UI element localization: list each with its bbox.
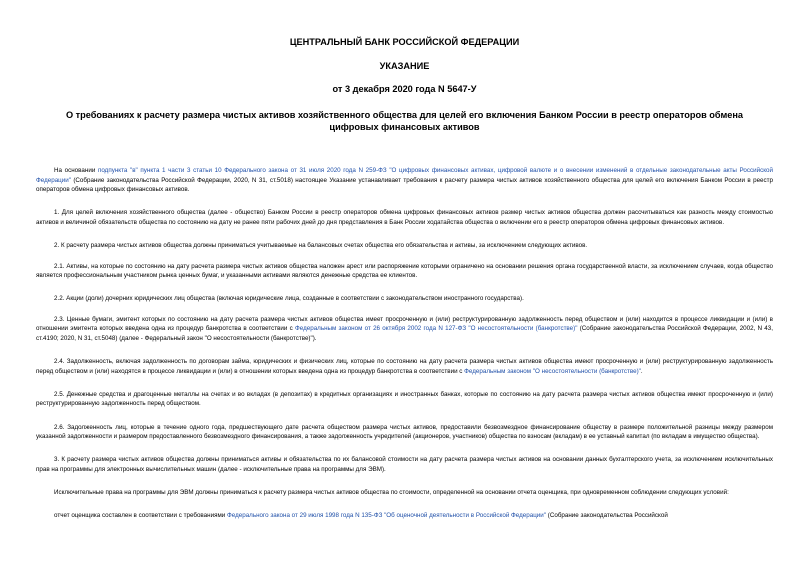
paragraph-text: (Собрание законодательства Российской bbox=[546, 511, 668, 519]
paragraph-2-1: 2.1. Активы, на которые по состоянию на дату расчета размера чистых активов общества наложен арест или распоряжение которыми ограничено на основании решения органа государственной власти, за исключением случаев, когда общество является профессиональным участником рынка ценных бумаг, и указанными активами являются денежные средства ее клиентов. bbox=[36, 262, 773, 280]
paragraph-4: Исключительные права на программы для ЭВМ должны приниматься к расчету размера чистых активов общества по стоимости, определенной на основании отчета оценщика, при одновременном соблюдении следующих условий: bbox=[54, 488, 729, 496]
document-title: О требованиях к расчету размера чистых активов хозяйственного общества для целей его включения Банком России в реестр операторов обмена цифровых финансовых активов bbox=[65, 110, 744, 132]
issuer-heading: ЦЕНТРАЛЬНЫЙ БАНК РОССИЙСКОЙ ФЕДЕРАЦИИ bbox=[289, 37, 520, 47]
document-date-number: от 3 декабря 2020 года N 5647-У bbox=[332, 84, 477, 94]
paragraph-text: На основании bbox=[54, 167, 98, 174]
paragraph-text: отчет оценщика составлен в соответствии с требованиями bbox=[54, 511, 228, 519]
paragraph-2-6: 2.6. Задолженность лиц, которые в течение одного года, предшествующего дате расчета обществом размера чистых активов, предоставили безвозмездное финансирование обществу в размере положительной разницы между размером указанной задолженности и размером предоставленного безвозмездного финансирования, а также задолженность учредителей (акционеров, участников) общества по взносам (вкладам) в ее уставный капитал (по вкладам в имущество общества). bbox=[36, 423, 773, 441]
document-body bbox=[36, 166, 773, 521]
paragraph-2-5: 2.5. Денежные средства и драгоценные металлы на счетах и во вкладах (в депозитах) в кредитных организациях и иностранных банках, которые по состоянию на дату расчета размера чистых активов общества имеют просроченную и (или) реструктурированную задолженность перед обществом. bbox=[36, 390, 773, 408]
paragraph-2-4 bbox=[36, 357, 773, 376]
law-127-fz-link[interactable]: Федеральным законом от 26 октября 2002 года N 127-ФЗ "О несостоятельности (банкротстве)" bbox=[295, 325, 578, 333]
paragraph-text: (Собрание законодательства Российской Федерации, 2020, N 31, ст.5018) настоящее Указание устанавливает требования к расчету размера чистых активов хозяйственного общества для целей его включения Банком России в реестр операторов обмена цифровых финансовых активов. bbox=[36, 176, 773, 194]
law-259-fz-link[interactable]: подпункта "в" пункта 1 части 3 статьи 10 Федерального закона от 31 июля 2020 года N 259-ФЗ "О цифровых финансовых активах, цифровой валюте и о внесении изменений в отдельные законодательные акты Российской Федерации" bbox=[36, 167, 773, 184]
paragraph-preamble bbox=[36, 166, 773, 195]
paragraph-text: (Собрание законодательства Российской Федерации, 2002, N 43, ст.4190; 2020, N 31, ст.5048) (далее - Федеральный закон "О несостоятельности (банкротстве)"). bbox=[36, 325, 773, 343]
bankruptcy-law-link[interactable]: Федеральным законом "О несостоятельности (банкротстве)" bbox=[464, 367, 641, 375]
paragraph-5 bbox=[36, 511, 773, 521]
paragraph-text: 2.3. Ценные бумаги, эмитент которых по состоянию на дату расчета размера чистых активов общества имеет просроченную и (или) реструктурированную задолженность перед обществом и (или) находится в процессе ликвидации и (или) в отношении эмитента которых введена одна из процедур банкротства в соответствии с bbox=[36, 315, 773, 333]
paragraph-2: 2. К расчету размера чистых активов общества должны приниматься учитываемые на балансовых счетах общества его обязательства и активы, за исключением следующих активов. bbox=[54, 241, 588, 249]
paragraph-2-2: 2.2. Акции (доли) дочерних юридических лиц общества (включая юридические лица, созданные в соответствии с законодательством иностранного государства). bbox=[54, 295, 524, 303]
paragraph-text: . bbox=[640, 367, 643, 375]
paragraph-1: 1. Для целей включения хозяйственного общества (далее - общество) Банком России в реестр операторов обмена цифровых финансовых активов размер чистых активов общества должен рассчитываться как разность между стоимостью активов и величиной обязательств общества по состоянию на дату не ранее пяти рабочих дней до дня представления в Банк России ходатайства общества о включении его в реестр операторов обмена цифровых финансовых активов. bbox=[36, 209, 773, 226]
paragraph-2-3 bbox=[36, 315, 773, 344]
paragraph-3: 3. К расчету размера чистых активов общества должны приниматься активы и обязательства по их балансовой стоимости на дату расчета размера чистых активов на основании данных бухгалтерского учета, за исключением исключительных прав на программы для электронных вычислительных машин (далее - исключительные права на программы для ЭВМ). bbox=[36, 456, 773, 473]
paragraph-text: 2.4. Задолженность, включая задолженность по договорам займа, юридических и физических лиц, которые по состоянию на дату расчета размера чистых активов общества имеют просроченную и (или) реструктурированную задолженность перед обществом и (или) находятся в процессе ликвидации и (или) в отношении которых введена одна из процедур банкротства в соответствии с bbox=[36, 358, 773, 375]
document-type-heading: УКАЗАНИЕ bbox=[379, 61, 430, 71]
law-135-fz-link[interactable]: Федерального закона от 29 июля 1998 года N 135-ФЗ "Об оценочной деятельности в Российской Федерации" bbox=[227, 511, 547, 519]
